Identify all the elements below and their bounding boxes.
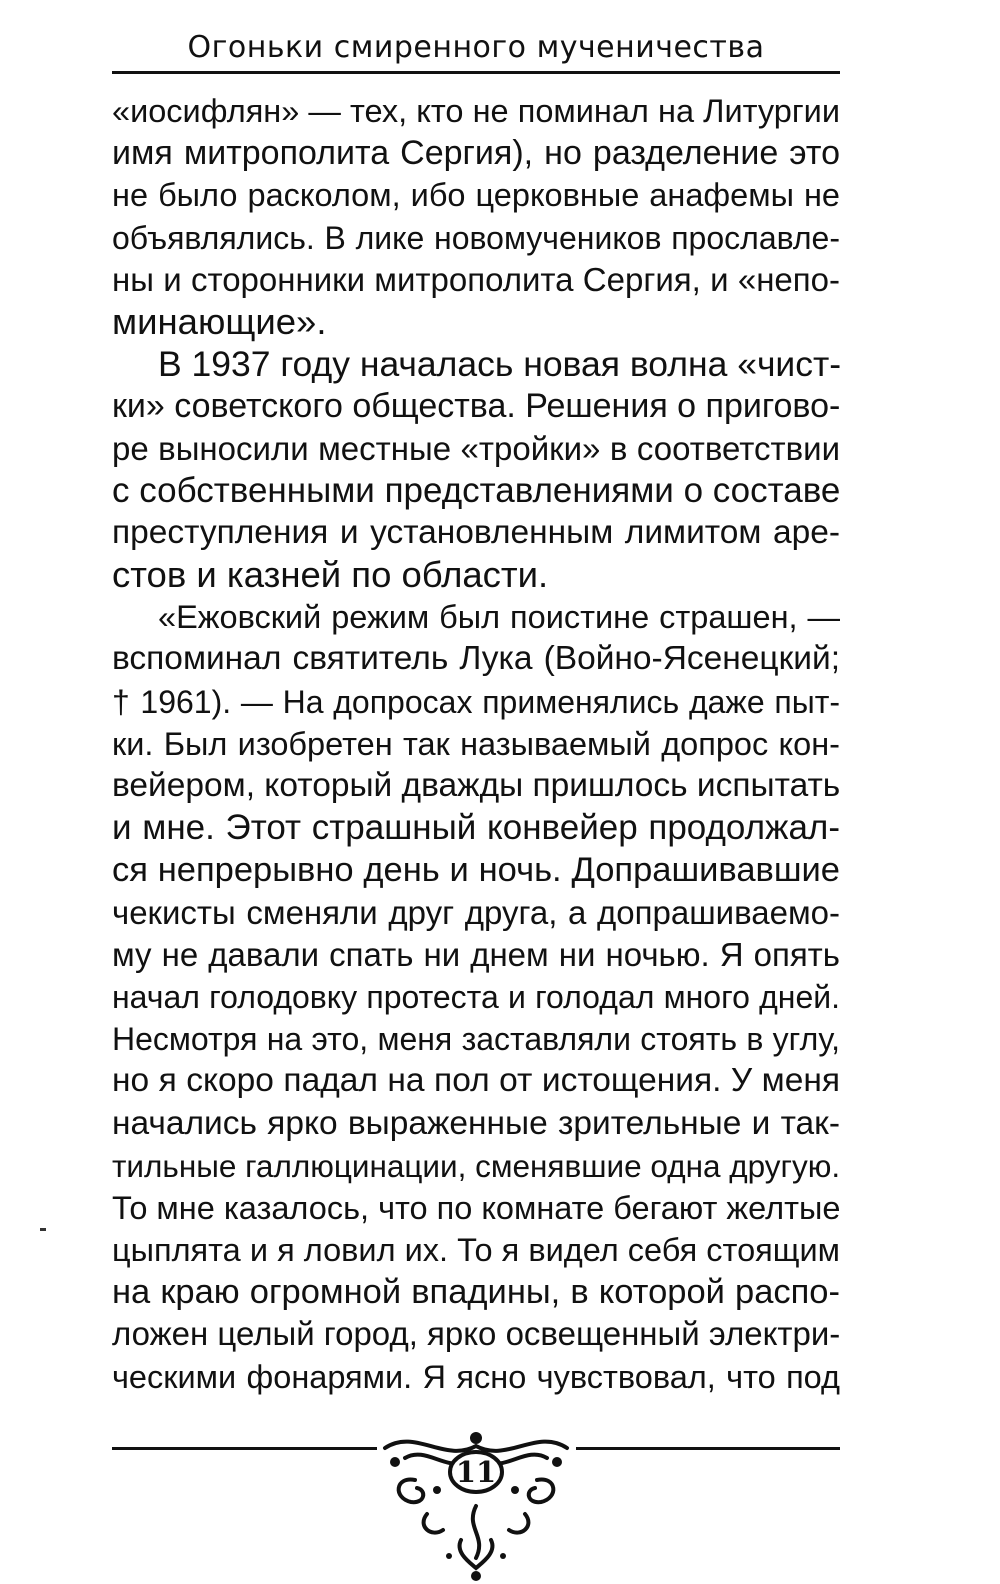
text-line: с собственными представлениями о составе bbox=[112, 470, 841, 510]
footer-rule-left bbox=[112, 1447, 377, 1450]
text-line: имя митрополита Сергия), но разделение это bbox=[112, 134, 840, 173]
text-line: вспоминал святитель Лука (Войно-Ясенецкий; bbox=[112, 640, 840, 678]
text-line: ны и сторонники митрополита Сергия, и «непо- bbox=[112, 260, 840, 298]
text-line: преступления и установленным лимитом аре- bbox=[112, 513, 840, 551]
text-line: ложен целый город, ярко освещенный электри- bbox=[112, 1315, 841, 1353]
page-number: 11 bbox=[455, 1455, 497, 1489]
stray-print-mark bbox=[40, 1228, 46, 1231]
text-line: цыплята и я ловил их. То я видел себя стоящим bbox=[112, 1232, 840, 1269]
text-line: не было расколом, ибо церковные анафемы не bbox=[112, 177, 840, 214]
text-line: чекисты сменяли друг друга, а допрашиваемо- bbox=[112, 893, 840, 931]
body-text bbox=[112, 90, 840, 1398]
text-line: начались ярко выраженные зрительные и так- bbox=[112, 1104, 840, 1142]
text-line: † 1961). — На допросах применялись даже пыт- bbox=[112, 683, 840, 720]
text-line: начал голодовку протеста и голодал много дней. bbox=[112, 978, 840, 1015]
text-line: Несмотря на это, меня заставляли стоять в углу, bbox=[112, 1021, 840, 1058]
running-head-title: Огоньки смиренного мученичества bbox=[187, 30, 765, 65]
text-line: тильные галлюцинации, сменявшие одна другую. bbox=[112, 1147, 841, 1184]
text-line: вейером, который дважды пришлось испытать bbox=[112, 767, 841, 804]
text-line: В 1937 году началась новая волна «чист- bbox=[158, 344, 842, 385]
text-line: То мне казалось, что по комнате бегают желтые bbox=[112, 1189, 841, 1226]
floral-ornament-icon bbox=[365, 1418, 587, 1584]
text-line: объявлялись. В лике новомучеников прославле- bbox=[112, 219, 840, 256]
text-line: «иосифлян» — тех, кто не поминал на Литургии bbox=[112, 93, 840, 129]
text-line: минающие». bbox=[112, 300, 327, 342]
text-line: ческими фонарями. Я ясно чувствовал, что под bbox=[112, 1358, 840, 1395]
text-line: но я скоро падал на пол от истощения. У меня bbox=[112, 1062, 840, 1100]
text-line: ки. Был изобретен так называемый допрос кон- bbox=[112, 725, 840, 762]
text-line: ки» советского общества. Решения о пригово- bbox=[112, 387, 841, 426]
text-line: му не давали спать ни днем ни ночью. Я опять bbox=[112, 935, 840, 973]
text-line: стов и казней по области. bbox=[112, 554, 549, 596]
header-rule bbox=[112, 71, 840, 74]
text-line: на краю огромной впадины, в которой распо- bbox=[112, 1273, 840, 1312]
text-line: ся непрерывно день и ночь. Допрашивавшие bbox=[112, 851, 840, 890]
text-line: «Ежовский режим был поистине страшен, — bbox=[158, 599, 840, 636]
text-line: ре выносили местные «тройки» в соответствии bbox=[112, 429, 840, 467]
footer-rule-right bbox=[576, 1447, 840, 1450]
text-line: и мне. Этот страшный конвейер продолжал- bbox=[112, 808, 840, 848]
